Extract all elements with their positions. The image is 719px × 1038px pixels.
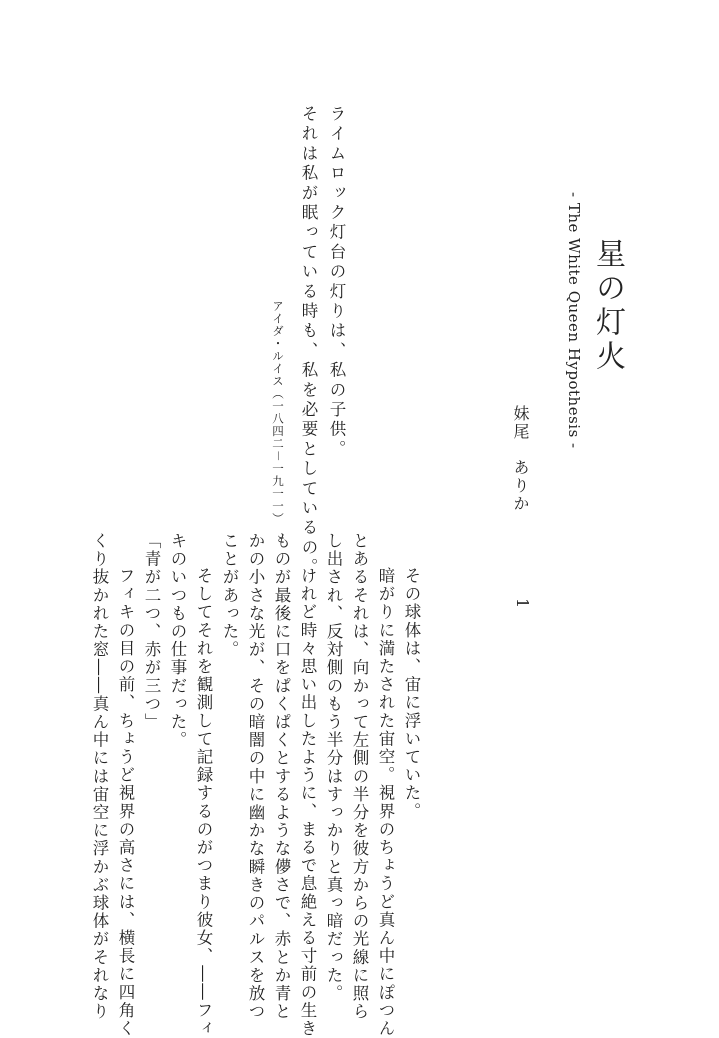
body-line: そしてそれを観測して記録するのがつまり彼女、――フィ <box>194 567 213 1038</box>
chapter-number: 1 <box>513 598 532 609</box>
body-line: 暗がりに満たされた宙空。視界のちょうど真ん中にぽつん <box>376 567 395 1038</box>
body-line: キのいつもの仕事だった。 <box>168 532 187 750</box>
body-line: くり抜かれた窓――真ん中には宙空に浮かぶ球体がそれなり <box>90 532 109 1021</box>
author-name: 妹尾 ありか <box>511 405 530 513</box>
body-line: 「青が二つ、赤が三つ」 <box>142 532 161 732</box>
epigraph-line-2: それは私が眠っている時も、私を必要としているの。 <box>299 105 318 578</box>
body-line: とあるそれは、向かって左側の半分を彼方からの光線に照ら <box>350 532 369 1021</box>
body-line: し出され、反対側のもう半分はすっかりと真っ暗だった。 <box>324 532 343 1003</box>
body-line: かの小さな光が、その暗闇の中に幽かな瞬きのパルスを放つ <box>246 532 265 1021</box>
epigraph-line-1: ライムロック灯台の灯りは、私の子供。 <box>327 105 346 460</box>
story-title: 星の灯火 <box>590 238 625 374</box>
epigraph-attribution: アイダ・ルイス（一八四二－一九一一） <box>271 300 285 525</box>
body-line: ことがあった。 <box>220 532 239 659</box>
story-subtitle: - The White Queen Hypothesis - <box>565 192 583 449</box>
body-line: フィキの目の前、ちょうど視界の高さには、横長に四角く <box>116 567 135 1038</box>
body-text <box>86 532 424 1038</box>
body-line: その球体は、宙に浮いていた。 <box>402 567 421 821</box>
body-line: ものが最後に口をぱくぱくとするような儚さで、赤とか青と <box>272 532 291 1021</box>
body-line: けれど時々思い出したように、まるで息絶える寸前の生き <box>298 567 317 1038</box>
